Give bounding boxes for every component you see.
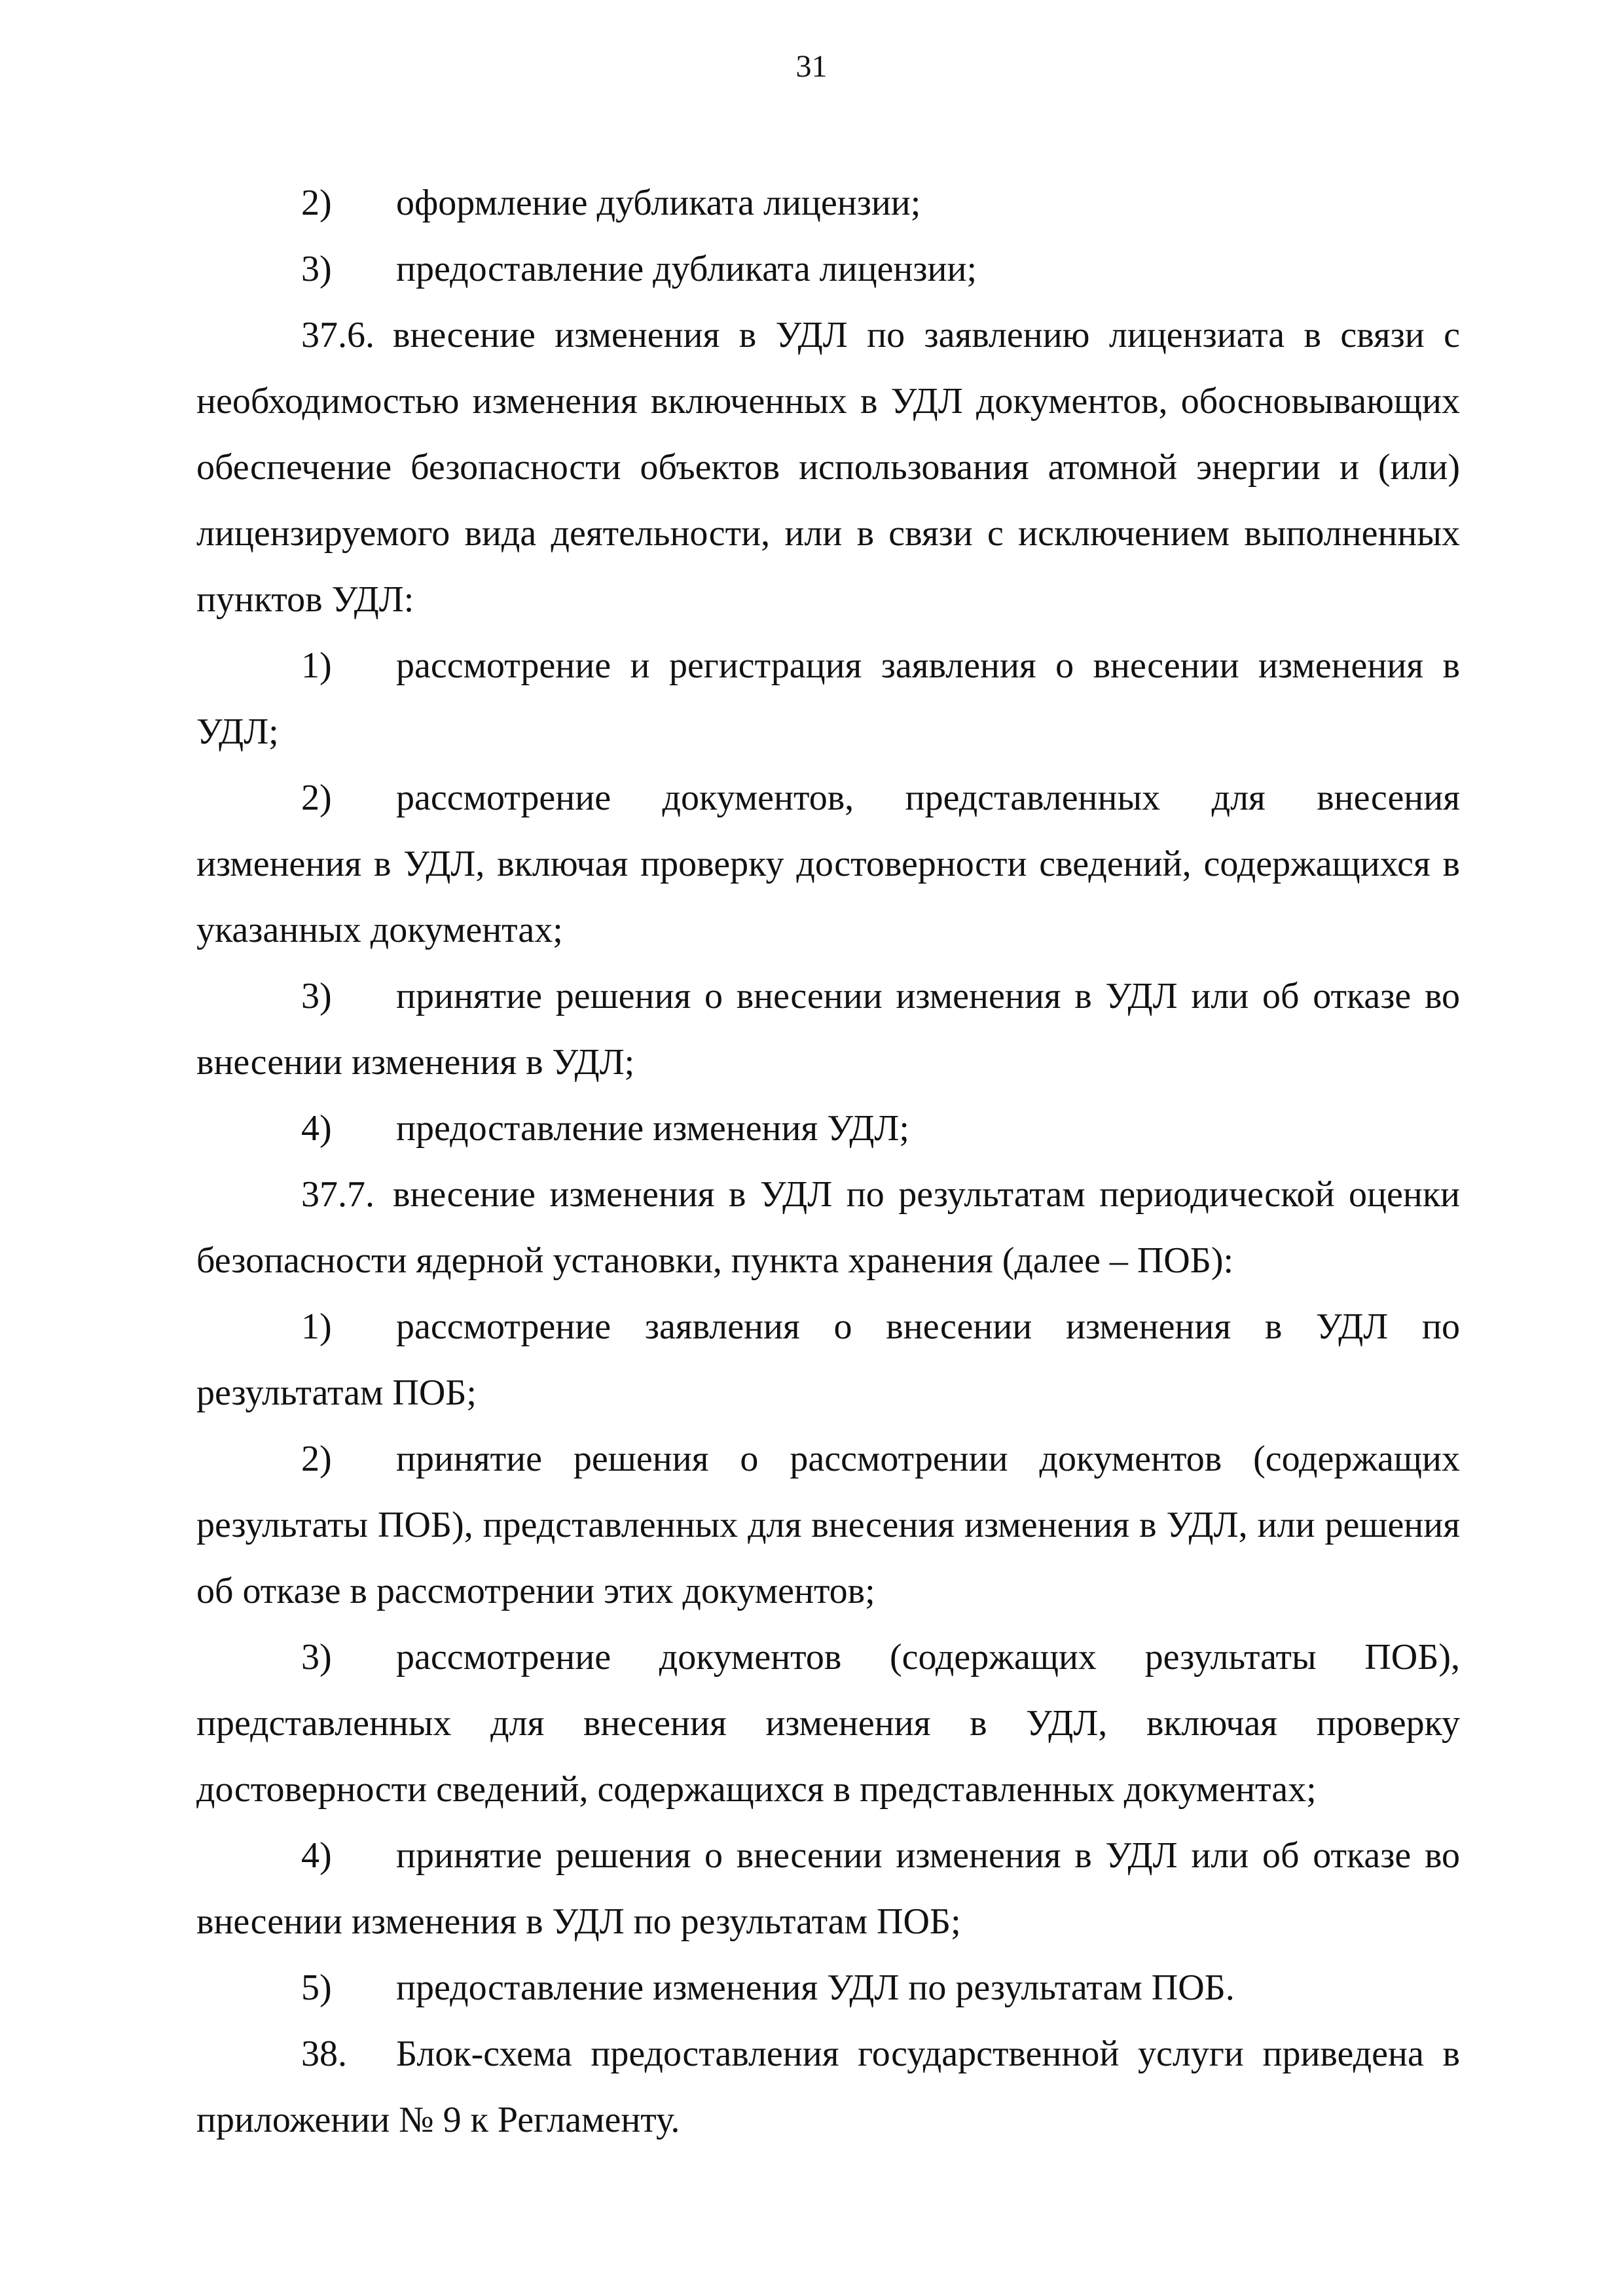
item-text: принятие решения о рассмотрении документов (содержащих результаты ПОБ), представленных для внесения изменения в УДЛ, или решения об отказе в рассмотрении этих документов; (196, 1439, 1460, 1611)
section-text: внесение изменения в УДЛ по заявлению лицензиата в связи с необходимостью изменения включенных в УДЛ документов, обосновывающих обеспечение безопасности объектов использования атомной энергии и (или) лицензируемого вида деятельности, или в связи с исключением выполненных пунктов УДЛ: (196, 315, 1460, 620)
list-item (196, 236, 1460, 302)
item-number: 2) (301, 778, 332, 818)
item-number: 3) (301, 976, 332, 1016)
list-item (196, 1624, 1460, 1823)
section-text: Блок-схема предоставления государственной услуги приведена в приложении № 9 к Регламенту. (196, 2034, 1460, 2140)
page-number: 31 (795, 49, 828, 84)
document-body (196, 170, 1460, 2153)
item-number: 3) (301, 249, 332, 289)
list-item (196, 1096, 1460, 1162)
item-number: 2) (301, 1439, 332, 1479)
item-text: рассмотрение заявления о внесении изменения в УДЛ по результатам ПОБ; (196, 1306, 1460, 1413)
item-text: предоставление изменения УДЛ по результатам ПОБ. (396, 1967, 1235, 2008)
item-number: 4) (301, 1835, 332, 1876)
item-text: предоставление изменения УДЛ; (396, 1108, 909, 1149)
list-item (196, 1955, 1460, 2021)
item-number: 3) (301, 1637, 332, 1677)
list-item (196, 633, 1460, 765)
item-number: 4) (301, 1108, 332, 1149)
section-number: 37.7. (301, 1174, 374, 1215)
list-item (196, 1426, 1460, 1624)
list-item (196, 765, 1460, 963)
list-item (196, 963, 1460, 1096)
list-item (196, 1823, 1460, 1955)
list-item (196, 1294, 1460, 1426)
section-paragraph (196, 2021, 1460, 2153)
item-text: рассмотрение и регистрация заявления о внесении изменения в УДЛ; (196, 645, 1460, 752)
item-text: принятие решения о внесении изменения в УДЛ или об отказе во внесении изменения в УДЛ по результатам ПОБ; (196, 1835, 1460, 1942)
section-paragraph (196, 302, 1460, 633)
item-number: 2) (301, 183, 332, 223)
item-text: оформление дубликата лицензии; (396, 183, 921, 223)
section-number: 38. (301, 2034, 347, 2074)
item-number: 5) (301, 1967, 332, 2008)
item-text: рассмотрение документов (содержащих результаты ПОБ), представленных для внесения изменения в УДЛ, включая проверку достоверности сведений, содержащихся в представленных документах; (196, 1637, 1460, 1810)
item-text: принятие решения о внесении изменения в УДЛ или об отказе во внесении изменения в УДЛ; (196, 976, 1460, 1083)
item-text: рассмотрение документов, представленных для внесения изменения в УДЛ, включая проверку достоверности сведений, содержащихся в указанных документах; (196, 778, 1460, 950)
section-number: 37.6. (301, 315, 374, 355)
section-paragraph (196, 1162, 1460, 1294)
item-number: 1) (301, 645, 332, 686)
section-text: внесение изменения в УДЛ по результатам периодической оценки безопасности ядерной установки, пункта хранения (далее – ПОБ): (196, 1174, 1460, 1281)
item-number: 1) (301, 1306, 332, 1347)
list-item (196, 170, 1460, 236)
item-text: предоставление дубликата лицензии; (396, 249, 977, 289)
